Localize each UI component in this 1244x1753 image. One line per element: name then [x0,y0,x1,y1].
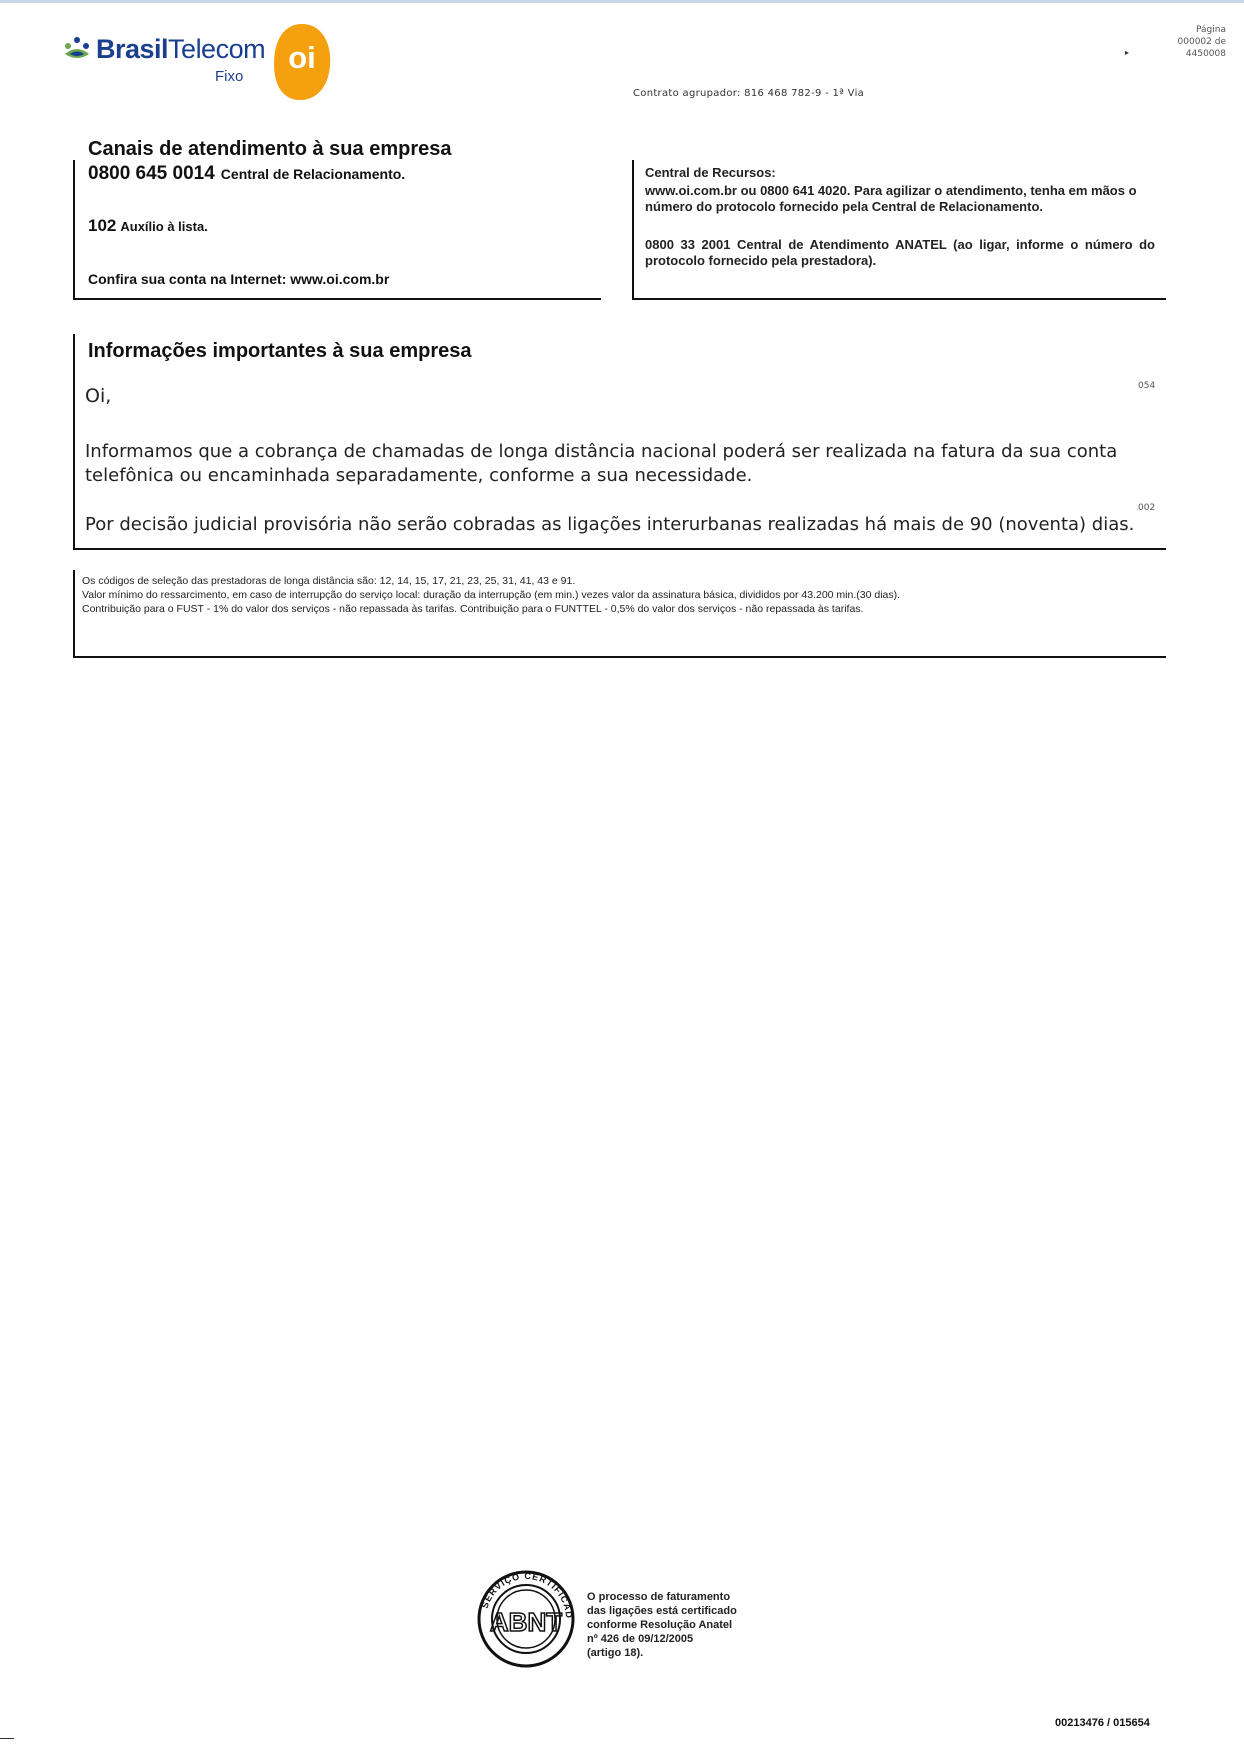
seal-line-4: nº 426 de 09/12/2005 [587,1633,694,1645]
central-phone-number: 0800 645 0014 [88,163,215,184]
abnt-seal [472,1563,580,1671]
recursos-anatel: 0800 33 2001 Central de Atendimento ANATEL (ao ligar, informe o número do protocolo fornecido pela prestadora). [645,237,1155,268]
recursos-body: www.oi.com.br ou 0800 641 4020. Para agilizar o atendimento, tenha em mãos o número do protocolo fornecido pela Central de Relacionamento. [645,183,1137,214]
auxilio-label: Auxílio à lista. [120,219,208,234]
document-number: 00213476 / 015654 [1055,1717,1150,1729]
seal-line-3: conforme Resolução Anatel [587,1619,733,1631]
brasil-telecom-mark-icon [62,34,92,64]
page-label: Página [1196,25,1226,35]
note-line-2: Valor mínimo do ressarcimento, em caso de interrupção do serviço local: duração da interrupção (em min.) vezes valor da assinatura básica, divididos por 43.200 min.(30 dias). [82,589,901,601]
contract-number: Contrato agrupador: 816 468 782-9 - 1ª Via [633,88,865,99]
legal-notes [82,574,1162,616]
canais-title: Canais de atendimento à sua empresa [88,138,452,160]
scan-speck: ▸ [1125,48,1130,57]
recursos-box [632,160,1166,300]
info-greeting: Oi, [85,385,112,407]
oi-logo-text: oi [288,40,316,75]
top-scan-edge [0,0,1244,3]
seal-caption [587,1590,757,1660]
info-paragraph-2: Por decisão judicial provisória não serão cobradas as ligações interurbanas realizadas há mais de 90 (noventa) dias. [85,514,1135,535]
margin-mark [0,1738,14,1739]
seal-line-5: (artigo 18). [587,1647,644,1659]
auxilio-number: 102 [88,216,117,235]
abnt-seal-icon [472,1563,580,1671]
oi-logo [270,22,334,102]
seal-line-1: O processo de faturamento [587,1591,731,1603]
brand-sub: Fixo [215,68,244,85]
info-title: Informações importantes à sua empresa [88,340,472,362]
seal-line-2: das ligações está certificado [587,1605,737,1617]
page-count: 000002 de [1177,37,1226,47]
note-line-1: Os códigos de seleção das prestadoras de longa distância são: 12, 14, 15, 17, 21, 23, 25, 31, 41, 43 e 91. [82,575,576,587]
svg-text:ABNT: ABNT [489,1607,563,1637]
internet-line: Confira sua conta na Internet: www.oi.com.br [88,271,390,287]
page-ref: 4450008 [1185,49,1226,59]
brasil-telecom-logo [62,30,266,95]
info-code-a: 054 [1138,381,1156,391]
central-phone-label: Central de Relacionamento. [220,166,406,182]
info-code-b: 002 [1138,503,1156,513]
note-line-3: Contribuição para o FUST - 1% do valor dos serviços - não repassada às tarifas. Contribuição para o FUNTTEL - 0,5% do valor dos serviços - não repassada às tarifas. [82,603,864,615]
info-paragraph-1: Informamos que a cobrança de chamadas de longa distância nacional poderá ser realizada na fatura da sua conta telefônica ou encaminhada separadamente, conforme a sua necessidade. [85,441,1118,486]
auxilio-line [88,216,208,236]
page-info [1160,24,1226,60]
brand-name: BrasilTelecom [96,34,266,64]
svg-text:SERVIÇO CERTIFICADO: SERVIÇO CERTIFICAD [479,1570,575,1620]
recursos-title: Central de Recursos: [645,165,776,180]
central-phone-line [88,163,405,185]
